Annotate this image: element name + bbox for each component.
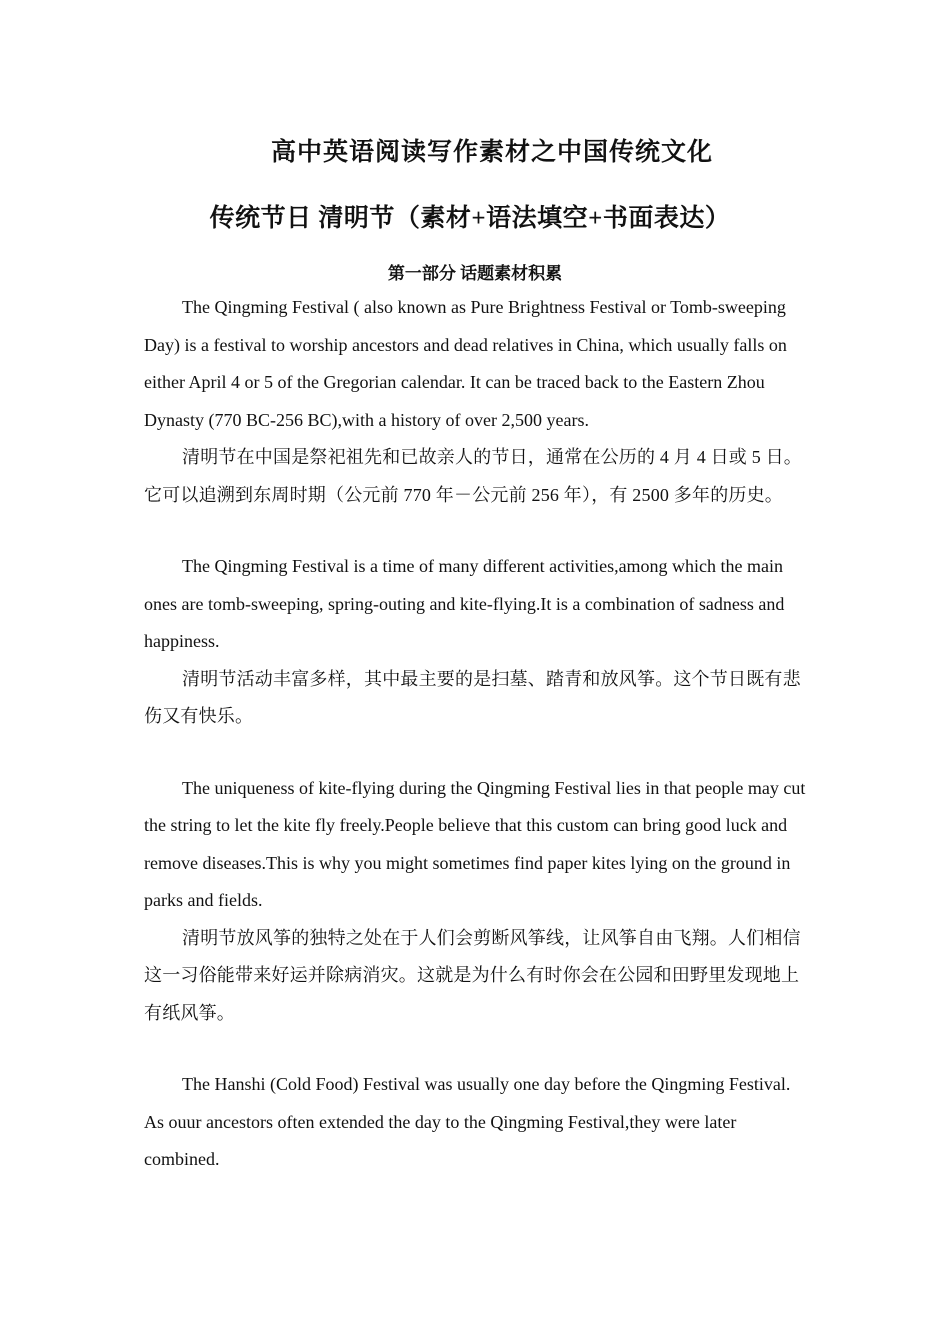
paragraph-english: The Hanshi (Cold Food) Festival was usually one day before the Qingming Festival. As ouur ancestors often extended the day to the Qingming Festival,they were later combined. [144,1074,791,1169]
paragraph-gap [144,736,806,770]
paragraph-gap [144,514,806,548]
paragraph-chinese: 清明节活动丰富多样，其中最主要的是扫墓、踏青和放风筝。这个节日既有悲伤又有快乐。 [144,668,801,726]
paragraph-gap [144,1032,806,1066]
paragraph-english: The uniqueness of kite-flying during the Qingming Festival lies in that people may cut the string to let the kite fly freely.People believe that this custom can bring good luck and remove diseases.This is why you might sometimes find paper kites lying on the ground in parks and fields. [144,777,806,910]
paragraph-english: The Qingming Festival is a time of many different activities,among which the main ones are tomb-sweeping, spring-outing and kite-flying.It is a combination of sadness and happiness. [144,556,785,651]
document-subtitle: 传统节日 清明节（素材+语法填空+书面表达） [209,205,731,232]
section-heading: 第一部分 话题素材积累 [387,264,563,283]
paragraph-english: The Qingming Festival ( also known as Pure Brightness Festival or Tomb-sweeping Day) is a festival to worship ancestors and dead relatives in China, which usually falls on either April 4 or 5 of the Gregorian calendar. It can be traced back to the Eastern Zhou Dynasty (770 BC-256 BC),with a history of over 2,500 years. [144,297,787,430]
paragraph-chinese: 清明节放风筝的独特之处在于人们会剪断风筝线，让风筝自由飞翔。人们相信这一习俗能带来好运并除病消灾。这就是为什么有时你会在公园和田野里发现地上有纸风筝。 [144,927,801,1023]
document-title: 高中英语阅读写作素材之中国传统文化 [270,139,713,166]
paragraph-chinese: 清明节在中国是祭祀祖先和已故亲人的节日，通常在公历的 4 月 4 日或 5 日。它可以追溯到东周时期（公元前 770 年－公元前 256 年），有 2500 多年的历史。 [144,447,802,505]
document-body [144,289,806,1179]
